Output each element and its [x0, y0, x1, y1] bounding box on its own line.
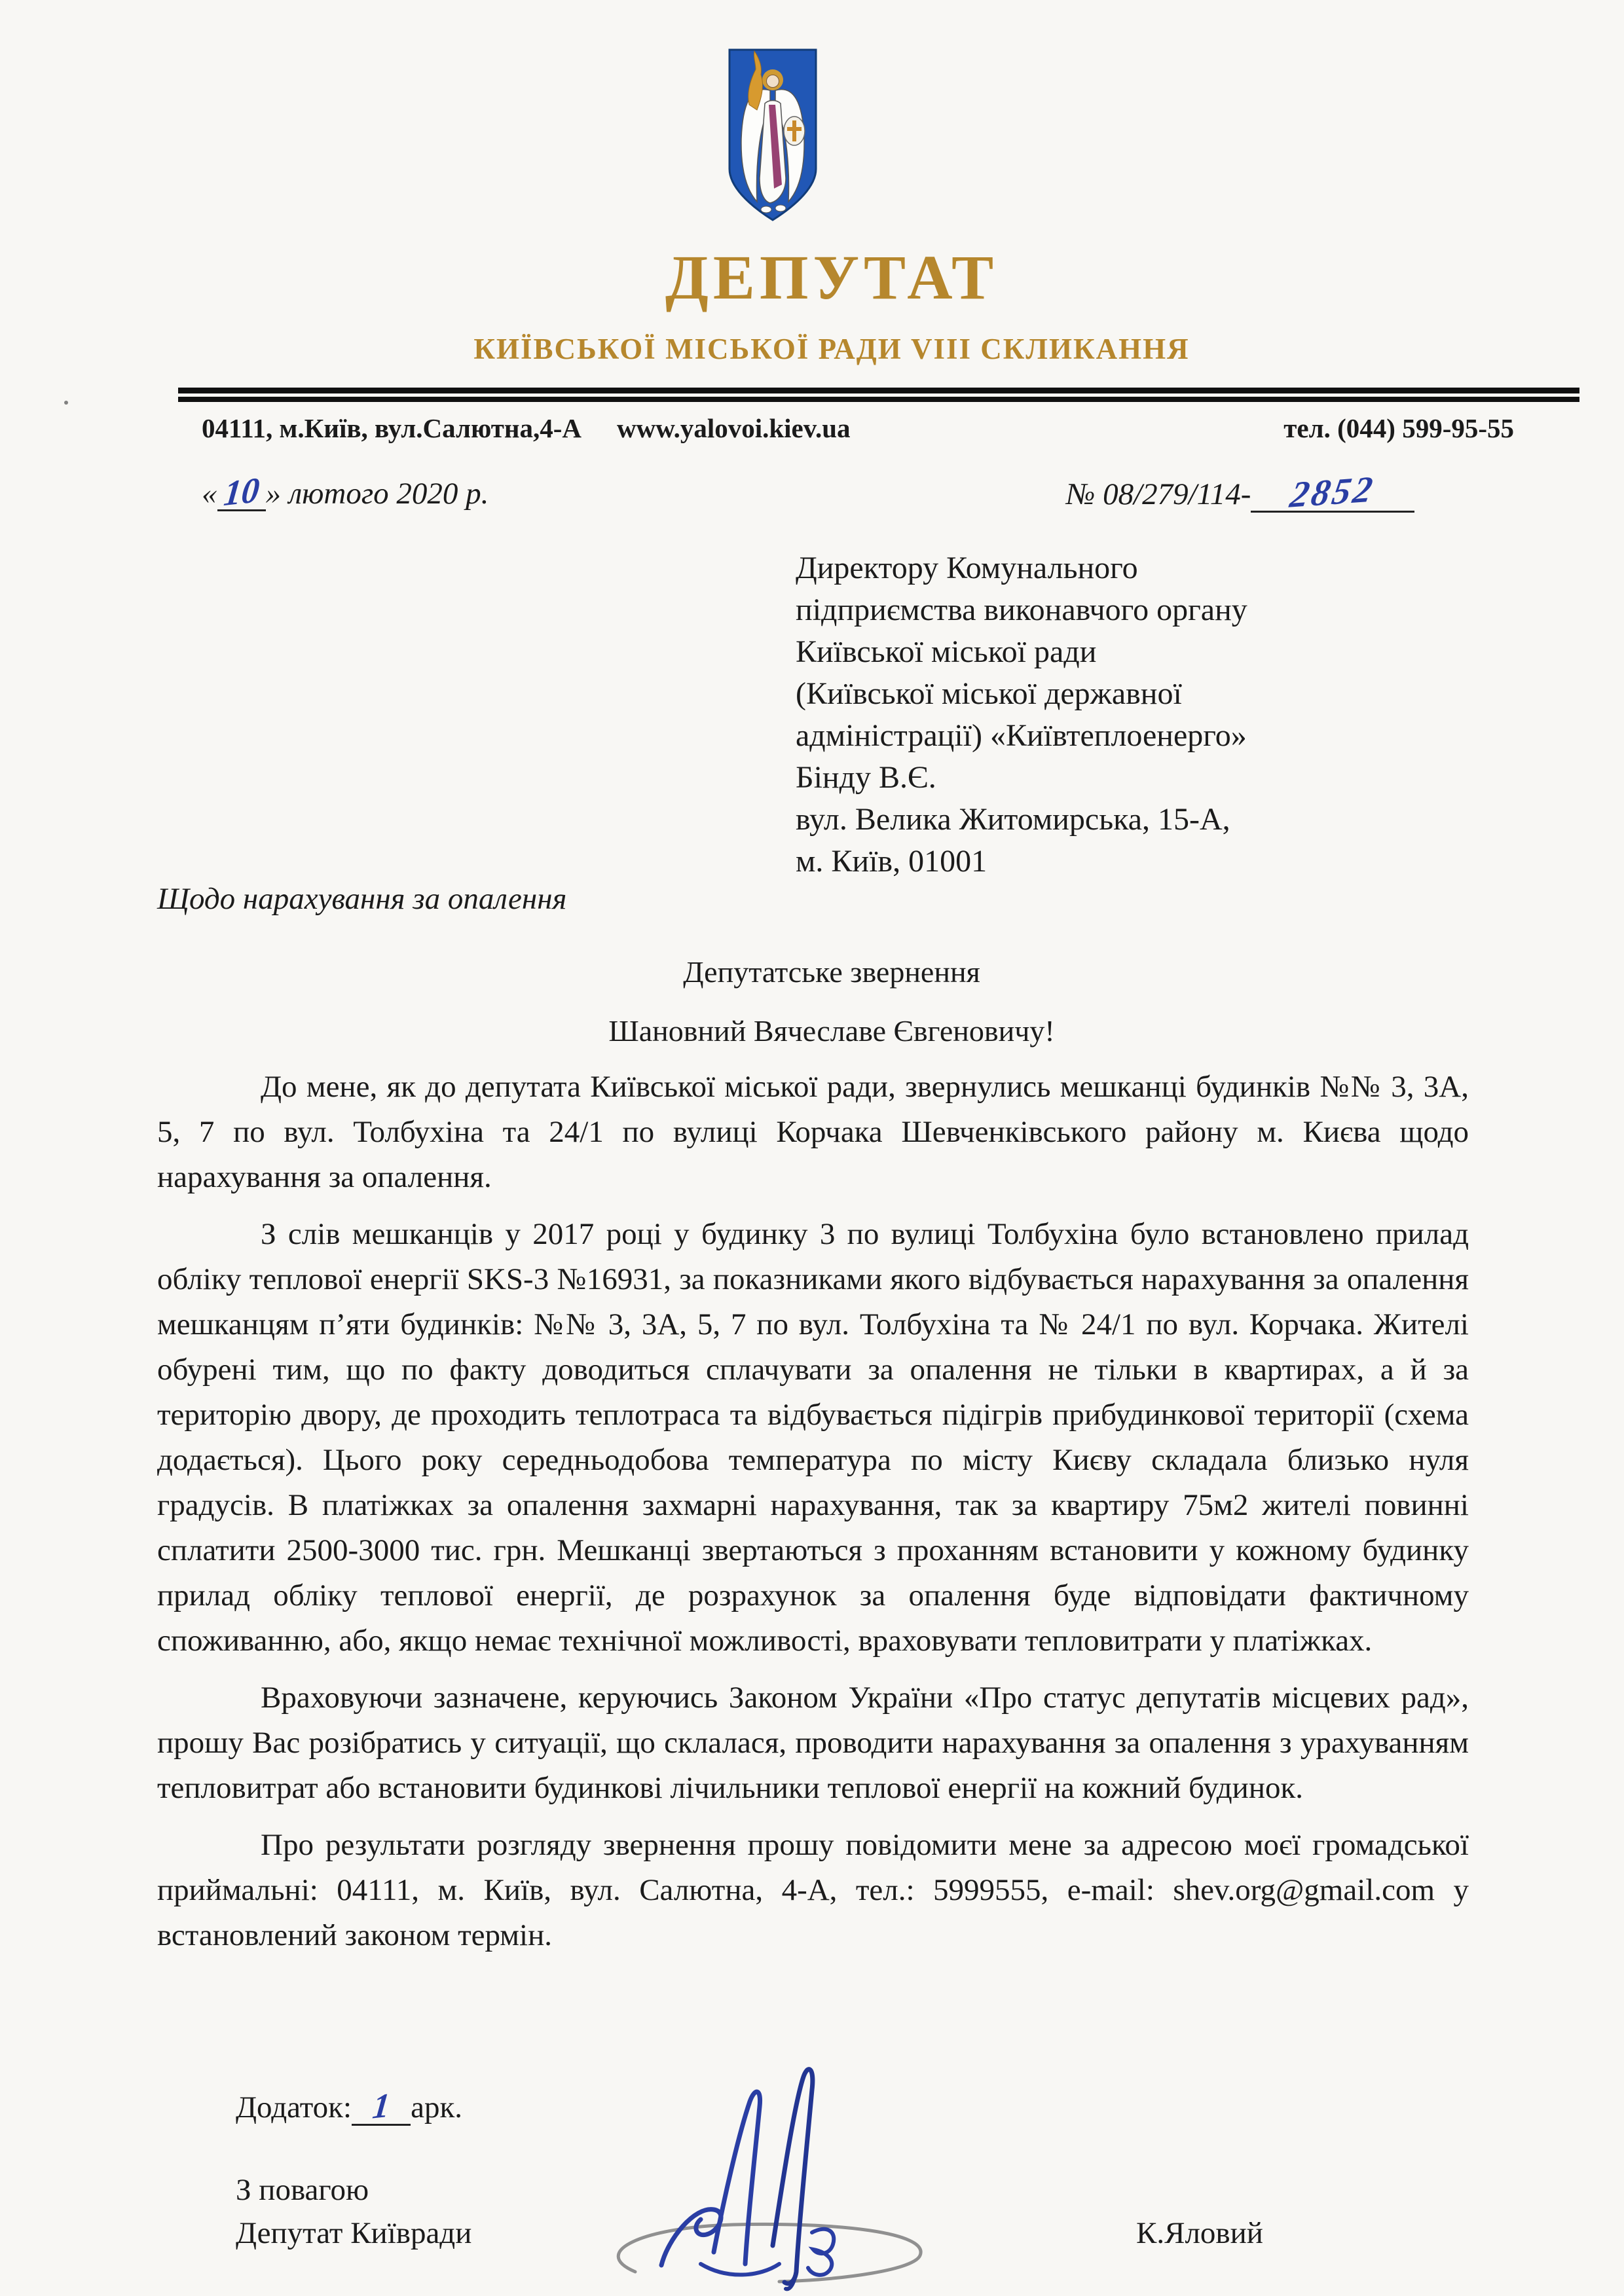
attachment-suffix: арк. — [411, 2090, 463, 2124]
letterhead-title: ДЕПУТАТ — [665, 242, 999, 312]
signature-spike-1 — [714, 2092, 760, 2264]
addressee-block — [796, 547, 1333, 883]
archangel-michael-emblem-icon — [727, 47, 819, 223]
closing-role: Депутат Київради — [236, 2216, 472, 2250]
attachment-underline — [352, 2086, 411, 2126]
body-paragraph-4: Про результати розгляду звернення прошу повідомити мене за адресою моєї громадської приймальні: 04111, м. Київ, вул. Салютна, 4-А, тел.: 5999555, e-mail: shev.org@gmail.com у встановлений законом термін. — [157, 1828, 1469, 1952]
salutation: Шановний Вячеславе Євгеновичу! — [608, 1014, 1055, 1048]
signature-base-wave — [701, 2264, 779, 2275]
date-open-quote: « — [202, 477, 217, 511]
addressee-line: Київської міської ради — [796, 634, 1097, 669]
reference-prefix: № 08/279/114- — [1066, 477, 1251, 511]
divider-rule-top — [178, 388, 1579, 393]
addressee-line: Директору Комунального — [796, 551, 1138, 585]
body-paragraph-2: З слів мешканців у 2017 році у будинку 3 по вулиці Толбухіна було встановлено прилад обліку теплової енергії SKS-3 №16931, за показниками якого відбувається нарахування за опалення мешканцям п’яти будинків: №№ 3, 3А, 5, 7 по вул. Толбухіна та № 24/1 по вул. Корчака. Жителі обурені тим, що по факту доводиться сплачувати за опалення не тільки в квартирах, а й за територію двору, де проходить теплотраса та відбувається підігрів прибудинкової території (схема додається). Цього року середньодобова температура по місту Києву складала близько нуля градусів. В платіжках за опалення захмарні нарахування, так за квартиру 75м2 жителі повинні сплатити 2500-3000 тис. грн. Мешканці звертаються з проханням встановити у кожному будинку прилад обліку теплової енергії, де розрахунок за опалення буде відповідати фактичному споживанню, або, якщо немає технічної можливості, враховувати тепловитрати у платіжках. — [157, 1217, 1469, 1658]
divider-rule-bottom — [178, 397, 1579, 402]
letterhead-subtitle: КИЇВСЬКОЇ МІСЬКОЇ РАДИ VIII СКЛИКАННЯ — [473, 333, 1190, 365]
date-line — [202, 469, 489, 514]
closing-regards: З повагою — [236, 2173, 369, 2207]
date-underline — [217, 469, 266, 514]
signature-b-loops — [808, 2229, 834, 2275]
attachment-line — [236, 2086, 463, 2126]
signature-initial-loop — [661, 2210, 721, 2265]
letterhead-address: 04111, м.Київ, вул.Салютна,4-А — [202, 413, 582, 443]
cross-horizontal — [787, 127, 802, 131]
addressee-line: (Київської міської державної — [796, 676, 1182, 711]
handwritten-reference-number: 2852 — [1287, 469, 1378, 516]
handwritten-date: 10 — [221, 469, 261, 514]
handwritten-signature — [563, 2056, 1022, 2291]
addressee-line: адміністрації) «Київтеплоенерго» — [796, 718, 1247, 753]
addressee-line: Бінду В.Є. — [796, 760, 936, 795]
body-paragraph-1: До мене, як до депутата Київської міської ради, звернулись мешканці будинків №№ 3, 3А, 5, 7 по вул. Толбухіна та 24/1 по вулиці Корчака Шевченківського району м. Києва щодо нарахування за опалення. — [157, 1070, 1469, 1194]
attachment-label: Додаток: — [236, 2090, 352, 2124]
head — [767, 75, 779, 88]
kyiv-coat-of-arms — [727, 47, 819, 223]
letterhead-website: www.yalovoi.kiev.ua — [617, 413, 851, 443]
signer-name: К.Яловий — [1136, 2216, 1263, 2250]
addressee-line: м. Київ, 01001 — [796, 844, 987, 879]
letterhead-phone: тел. (044) 599-95-55 — [1283, 413, 1514, 443]
signature-block — [563, 2056, 1022, 2291]
signature-spike-2 — [773, 2069, 813, 2284]
reference-number-line — [1066, 469, 1414, 516]
addressee-line: підприємства виконавчого органу — [796, 592, 1247, 627]
date-text: » лютого 2020 р. — [265, 477, 489, 511]
foot-left — [761, 206, 771, 213]
body-paragraph-3: Враховуючи зазначене, керуючись Законом України «Про статус депутатів місцевих рад», прошу Вас розібратись у ситуації, що склалася, проводити нарахування за опалення з урахуванням тепловитрат або встановити будинкові лічильники теплової енергії на кожний будинок. — [157, 1681, 1469, 1805]
addressee-line: вул. Велика Житомирська, 15-А, — [796, 802, 1230, 837]
letter-body — [157, 1065, 1469, 1970]
subject-line: Щодо нарахування за опалення — [157, 882, 567, 916]
foot-right — [775, 205, 786, 211]
document-heading: Депутатське звернення — [683, 955, 980, 989]
scan-speck — [64, 401, 68, 405]
handwritten-attachment-count: 1 — [371, 2086, 392, 2126]
reference-underline — [1251, 469, 1414, 516]
